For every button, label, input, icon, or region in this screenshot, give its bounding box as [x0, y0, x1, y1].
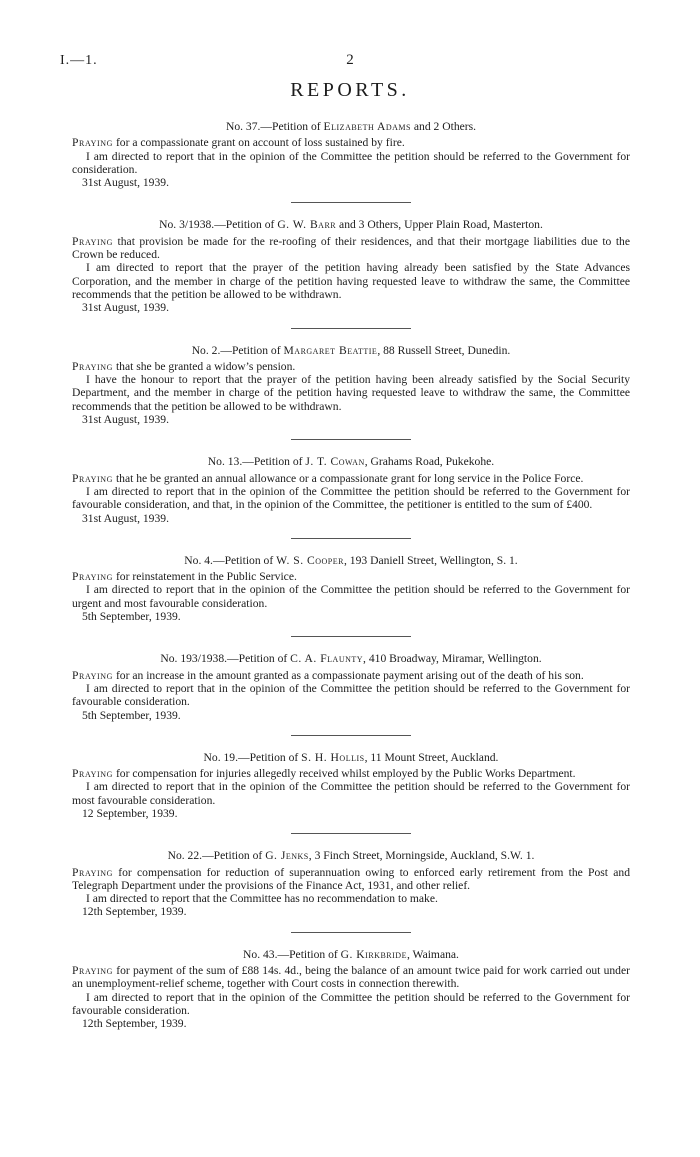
- report-date: 31st August, 1939.: [82, 301, 169, 315]
- report-date: 12th September, 1939.: [82, 905, 187, 919]
- petition-heading: No. 193/1938.—Petition of C. A. Flaunty, 410 Broadway, Miramar, Wellington.: [160, 652, 542, 666]
- petition-number: No. 2.: [191, 343, 221, 357]
- petition-report: I am directed to report that in the opinion of the Committee the petition should be referred to the Government for most favourable consideration.: [72, 780, 630, 807]
- petition-entry: [72, 455, 630, 524]
- petitioner-address: , 3 Finch Street, Morningside, Auckland, S.W. 1.: [308, 849, 535, 863]
- report-date: 5th September, 1939.: [82, 708, 181, 722]
- petition-entry: [72, 751, 630, 820]
- prayer-lead: Praying: [72, 570, 114, 584]
- petition-entry: [72, 652, 630, 721]
- petitioner-address: , Waimana.: [406, 947, 459, 961]
- prayer-lead: Praying: [72, 767, 114, 781]
- report-date: 31st August, 1939.: [82, 413, 169, 427]
- prayer-text: that provision be made for the re-roofing of their residences, and that their mortgage liabilities due to the Crown be reduced.: [72, 234, 631, 262]
- section-divider: [291, 328, 411, 329]
- petition-entry: [72, 554, 630, 623]
- petition-report: I am directed to report that the Committee has no recommendation to make.: [86, 892, 438, 906]
- section-divider: [291, 735, 411, 736]
- petition-number: No. 37.: [225, 120, 261, 133]
- petitioner-name: G. Jenks: [265, 849, 309, 863]
- petition-report: I am directed to report that in the opinion of the Committee the petition should be referred to the Government for favourable consideration.: [72, 681, 630, 709]
- section-divider: [291, 833, 411, 834]
- petition-entry: [72, 120, 630, 189]
- prayer-text: that he be granted an annual allowance or a compassionate grant for long service in the Police Force.: [115, 471, 584, 485]
- petition-prayer: [72, 570, 630, 583]
- petition-entry: [72, 849, 630, 918]
- petitioner-name: Elizabeth Adams: [323, 120, 411, 133]
- petition-heading: No. 22.—Petition of G. Jenks, 3 Finch Street, Morningside, Auckland, S.W. 1.: [167, 849, 535, 863]
- prayer-lead: Praying: [72, 359, 114, 373]
- petition-number: No. 13.: [207, 455, 243, 469]
- petition-entry: [72, 218, 630, 314]
- petitioner-name: S. H. Hollis: [301, 750, 365, 764]
- petition-body: [72, 570, 630, 623]
- petition-heading: No. 43.—Petition of G. Kirkbride, Waimana.: [243, 947, 459, 961]
- petition-body: [72, 964, 630, 1030]
- petition-prayer: [72, 669, 630, 682]
- report-date: 12th September, 1939.: [82, 1017, 187, 1031]
- petition-report: I am directed to report that in the opinion of the Committee the petition should be referred to the Government for consideration.: [72, 149, 630, 176]
- petition-body: [72, 360, 630, 426]
- prayer-lead: Praying: [72, 865, 114, 879]
- report-date: 31st August, 1939.: [82, 511, 169, 525]
- petition-prayer: [72, 472, 630, 485]
- petitioner-address: and 3 Others, Upper Plain Road, Masterton.: [339, 218, 543, 232]
- petitioner-address: , 11 Mount Street, Auckland.: [364, 750, 499, 764]
- section-divider: [291, 932, 411, 933]
- petition-heading: No. 19.—Petition of S. H. Hollis, 11 Mount Street, Auckland.: [203, 750, 499, 764]
- petition-prayer: [72, 235, 630, 262]
- prayer-lead: Praying: [72, 136, 114, 150]
- petition-heading: No. 13.—Petition of J. T. Cowan, Grahams Road, Pukekohe.: [207, 455, 495, 469]
- running-header: [60, 54, 640, 74]
- petitioner-name: W. S. Cooper: [276, 553, 344, 567]
- prayer-text: for compensation for injuries allegedly received whilst employed by the Public Works Department.: [115, 767, 576, 781]
- petition-body: [72, 866, 630, 919]
- prayer-text: for payment of the sum of £88 14s. 4d., being the balance of an amount twice paid for work carried out under an unemployment-relief scheme, together with Court costs in connection therewith.: [72, 964, 630, 991]
- petitioner-address: and 2 Others.: [413, 120, 477, 133]
- petition-body: [72, 767, 630, 820]
- petition-prayer: [72, 866, 630, 893]
- prayer-lead: Praying: [72, 234, 114, 248]
- prayer-lead: Praying: [72, 964, 114, 978]
- prayer-lead: Praying: [72, 471, 114, 485]
- petition-prayer: [72, 360, 630, 373]
- petition-report: I have the honour to report that the prayer of the petition having been already satisfied by the Social Security Department, and the member in charge of the petition having requested leave to withdraw the same, the Committee recommends that the petition be allowed to be withdrawn.: [72, 373, 630, 413]
- prayer-text: for a compassionate grant on account of loss sustained by fire.: [115, 136, 405, 150]
- petitioner-address: , 410 Broadway, Miramar, Wellington.: [363, 652, 542, 666]
- petitioner-name: C. A. Flaunty: [290, 652, 364, 666]
- petition-heading: No. 3/1938.—Petition of G. W. Barr and 3 Others, Upper Plain Road, Masterton.: [159, 218, 543, 232]
- petitioner-name: Margaret Beattie: [283, 343, 378, 357]
- petition-heading: No. 2.—Petition of Margaret Beattie, 88 Russell Street, Dunedin.: [191, 343, 511, 357]
- petition-number: No. 4.: [184, 553, 213, 567]
- petitioner-name: J. T. Cowan: [305, 455, 365, 469]
- prayer-text: for reinstatement in the Public Service.: [115, 570, 297, 584]
- section-divider: [291, 538, 411, 539]
- petition-report: I am directed to report that in the opinion of the Committee the petition should be referred to the Government for favourable consideration, and that, in the opinion of the Committee, the petitioner is entitled to the sum of £400.: [72, 484, 630, 512]
- petition-number: No. 193/1938.: [160, 652, 228, 666]
- section-divider: [291, 439, 411, 440]
- petition-entry: [72, 948, 630, 1031]
- petitioner-name: G. W. Barr: [277, 218, 337, 232]
- petition-body: [72, 136, 630, 189]
- petitioner-address: , Grahams Road, Pukekohe.: [364, 455, 495, 469]
- section-divider: [291, 202, 411, 203]
- petitioner-address: , 88 Russell Street, Dunedin.: [377, 343, 511, 357]
- petition-number: No. 43.: [243, 947, 278, 961]
- petition-prayer: [72, 964, 630, 991]
- petitioner-address: , 193 Daniell Street, Wellington, S. 1.: [343, 553, 518, 567]
- petition-body: [72, 235, 630, 315]
- prayer-text: for an increase in the amount granted as a compassionate payment arising out of the death of his son.: [115, 668, 584, 682]
- petition-heading: No. 37.—Petition of Elizabeth Adams and 2 Others.: [225, 120, 477, 133]
- petition-report: I am directed to report that the prayer of the petition having already been satisfied by the State Advances Corporation, and the member in charge of the petition having requested leave to withdraw the same, the Committee recommends that the petition be allowed to be withdrawn.: [72, 261, 630, 301]
- petition-number: No. 3/1938.: [159, 218, 215, 232]
- petition-prayer: [72, 767, 630, 780]
- prayer-lead: Praying: [72, 668, 114, 682]
- petition-report: I am directed to report that in the opinion of the Committee the petition should be referred to the Government for urgent and most favourable consideration.: [72, 583, 630, 610]
- petition-entry: [72, 344, 630, 427]
- page-number: 2: [346, 52, 354, 68]
- petitioner-name: G. Kirkbride: [340, 947, 407, 961]
- petition-report: I am directed to report that in the opinion of the Committee the petition should be referred to the Government for favourable consideration.: [72, 990, 630, 1017]
- petition-list: [72, 120, 630, 1031]
- petition-prayer: [72, 136, 630, 149]
- report-date: 5th September, 1939.: [82, 610, 181, 624]
- petition-body: [72, 669, 630, 722]
- report-date: 31st August, 1939.: [82, 176, 169, 190]
- prayer-text: for compensation for reduction of superannuation owing to enforced early retirement from the Post and Telegraph Department under the provisions of the Finance Act, 1931, and other relief.: [72, 865, 630, 892]
- petition-number: No. 19.: [203, 750, 239, 764]
- document-reference: I.—1.: [60, 53, 98, 68]
- section-divider: [291, 636, 411, 637]
- prayer-text: that she be granted a widow’s pension.: [115, 359, 296, 373]
- petition-heading: No. 4.—Petition of W. S. Cooper, 193 Daniell Street, Wellington, S. 1.: [184, 553, 518, 567]
- page-title: REPORTS.: [290, 79, 410, 101]
- report-date: 12 September, 1939.: [82, 806, 178, 820]
- petition-number: No. 22.: [167, 849, 203, 863]
- petition-body: [72, 472, 630, 525]
